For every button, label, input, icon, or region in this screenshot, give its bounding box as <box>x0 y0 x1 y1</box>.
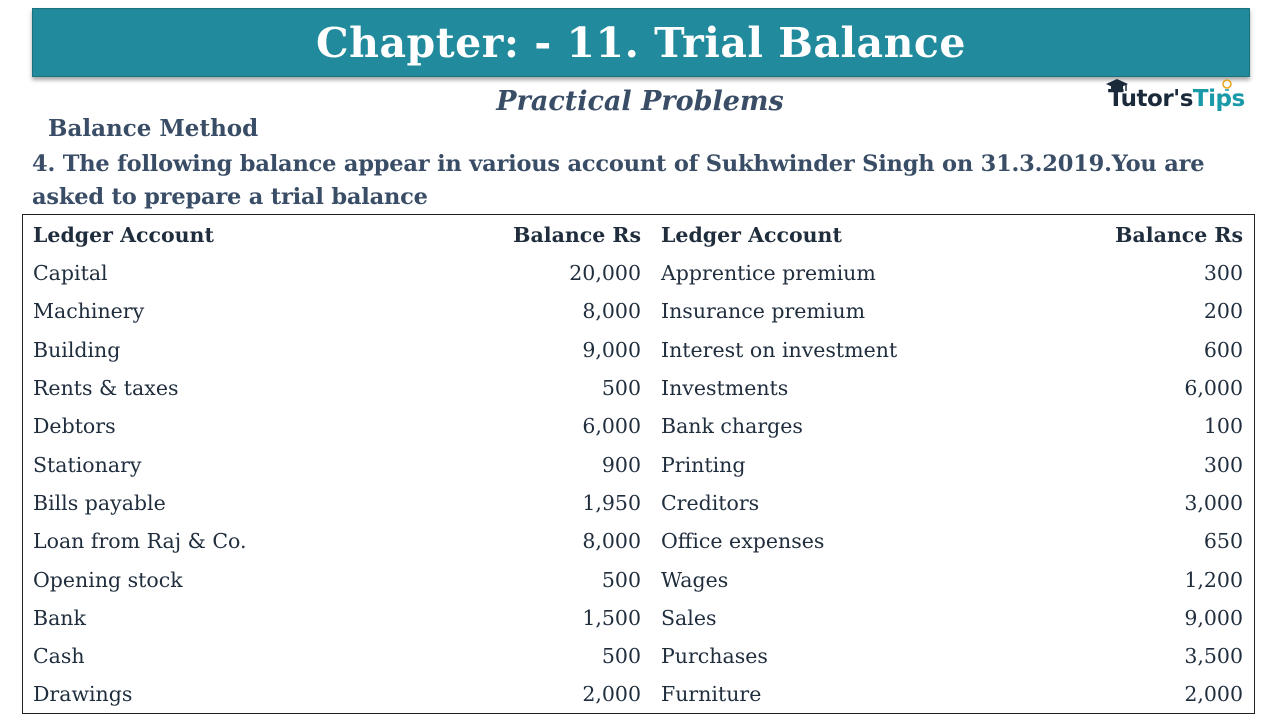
ledger-account-cell: Furniture <box>661 682 762 707</box>
section-label: Balance Method <box>48 115 259 142</box>
balance-cell: 1,200 <box>1184 567 1243 592</box>
balance-cell: 1,500 <box>582 605 641 630</box>
logo <box>1104 78 1254 122</box>
ledger-account-cell: Loan from Raj & Co. <box>33 529 247 554</box>
balance-cell: 500 <box>601 567 641 592</box>
ledger-account-cell: Stationary <box>33 452 142 477</box>
ledger-account-cell: Rents & taxes <box>33 376 179 401</box>
table-row <box>28 560 1251 598</box>
ledger-account-cell: Printing <box>661 452 746 477</box>
table-row <box>28 331 1251 369</box>
balance-cell: 6,000 <box>582 414 641 439</box>
ledger-account-cell: Insurance premium <box>661 299 866 324</box>
table-row <box>28 522 1251 560</box>
table-row <box>28 254 1251 292</box>
ledger-account-cell: Apprentice premium <box>661 261 876 286</box>
ledger-account-cell: Bank charges <box>661 414 803 439</box>
balance-cell: 200 <box>1203 299 1243 324</box>
table-row <box>28 369 1251 407</box>
ledger-account-cell: Bank <box>33 605 86 630</box>
balance-cell: 300 <box>1203 452 1243 477</box>
table-row <box>28 637 1251 675</box>
ledger-account-cell: Drawings <box>33 682 133 707</box>
ledger-account-cell: Building <box>33 337 121 362</box>
ledger-account-cell: Creditors <box>661 490 760 515</box>
ledger-account-cell: Cash <box>33 644 85 669</box>
ledger-account-cell: Interest on investment <box>661 337 898 362</box>
balance-cell: 2,000 <box>582 682 641 707</box>
balance-cell: 3,500 <box>1184 644 1243 669</box>
ledger-table <box>22 214 1255 714</box>
table-header-row <box>28 216 1251 254</box>
balance-cell: 20,000 <box>569 261 641 286</box>
question-text: 4. The following balance appear in various account of Sukhwinder Singh on 31.3.2019.You are asked to prepare a trial balance <box>32 151 1205 210</box>
balance-cell: 600 <box>1203 337 1243 362</box>
balance-cell: 500 <box>601 376 641 401</box>
column-header: Ledger Account <box>661 223 842 247</box>
ledger-account-cell: Bills payable <box>33 490 166 515</box>
ledger-account-cell: Opening stock <box>33 567 183 592</box>
table-row <box>28 484 1251 522</box>
page-title: Chapter: - 11. Trial Balance <box>316 18 966 67</box>
balance-cell: 650 <box>1203 529 1243 554</box>
column-header: Balance Rs <box>1115 223 1243 247</box>
balance-cell: 2,000 <box>1184 682 1243 707</box>
logo-text-accent: Tips <box>1192 86 1245 112</box>
table-row <box>28 292 1251 330</box>
ledger-account-cell: Sales <box>661 605 717 630</box>
ledger-account-cell: Machinery <box>33 299 145 324</box>
ledger-account-cell: Office expenses <box>661 529 825 554</box>
subtitle: Practical Problems <box>496 86 784 117</box>
balance-cell: 9,000 <box>1184 605 1243 630</box>
balance-cell: 6,000 <box>1184 376 1243 401</box>
balance-cell: 8,000 <box>582 529 641 554</box>
column-header: Ledger Account <box>33 223 214 247</box>
title-banner <box>32 8 1250 77</box>
lightbulb-icon <box>1220 78 1234 92</box>
logo-text-main: Tutor's <box>1108 86 1193 112</box>
ledger-account-cell: Investments <box>661 376 789 401</box>
balance-cell: 900 <box>601 452 641 477</box>
table-row <box>28 407 1251 445</box>
balance-cell: 100 <box>1203 414 1243 439</box>
ledger-account-cell: Capital <box>33 261 108 286</box>
balance-cell: 9,000 <box>582 337 641 362</box>
ledger-account-cell: Wages <box>661 567 729 592</box>
table-row <box>28 675 1251 713</box>
balance-cell: 1,950 <box>582 490 641 515</box>
table-row <box>28 445 1251 483</box>
balance-cell: 500 <box>601 644 641 669</box>
balance-cell: 3,000 <box>1184 490 1243 515</box>
ledger-account-cell: Debtors <box>33 414 116 439</box>
column-header: Balance Rs <box>513 223 641 247</box>
table-row <box>28 599 1251 637</box>
balance-cell: 300 <box>1203 261 1243 286</box>
ledger-account-cell: Purchases <box>661 644 768 669</box>
balance-cell: 8,000 <box>582 299 641 324</box>
